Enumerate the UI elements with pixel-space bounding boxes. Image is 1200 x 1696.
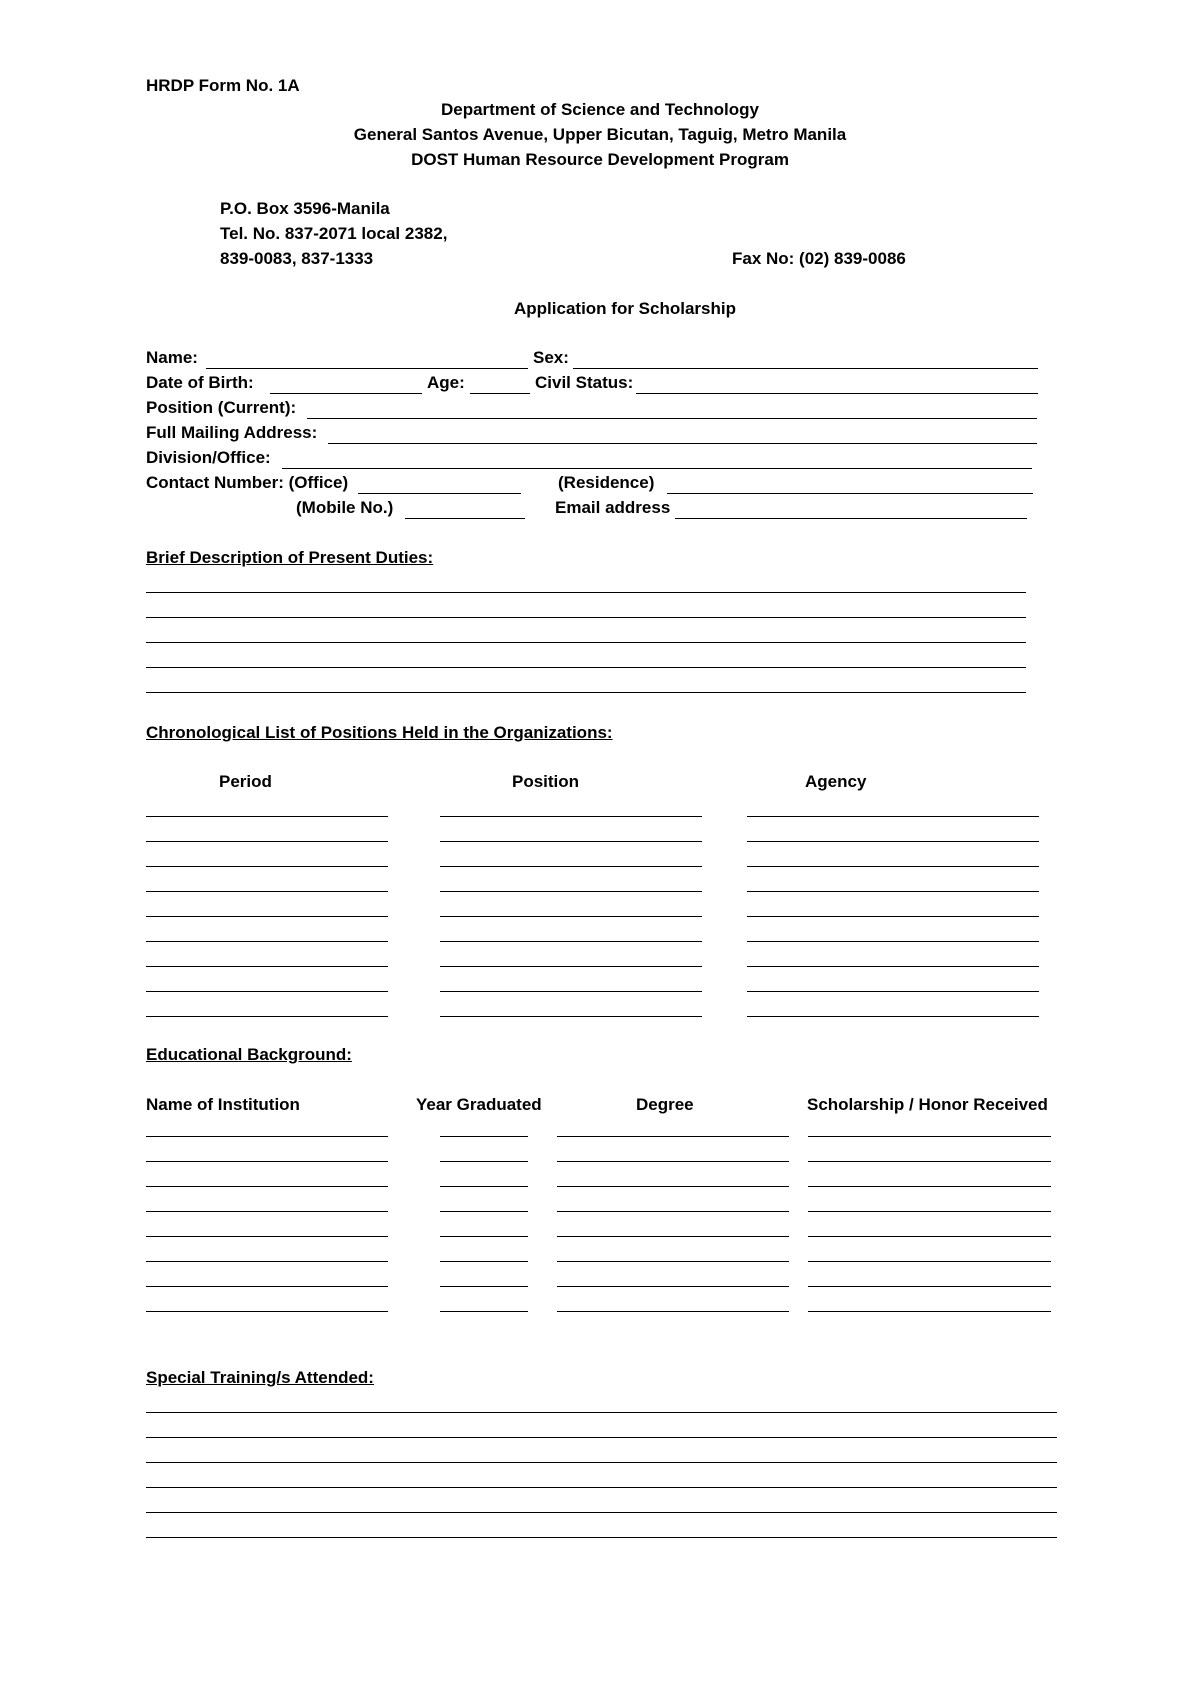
scholarship-field[interactable] xyxy=(808,1186,1051,1187)
degree-field[interactable] xyxy=(557,1261,789,1262)
mailing-address-label: Full Mailing Address: xyxy=(146,423,318,442)
degree-field[interactable] xyxy=(557,1311,789,1312)
name-field[interactable] xyxy=(206,368,528,369)
agency-field[interactable] xyxy=(747,991,1039,992)
scholarship-field[interactable] xyxy=(808,1311,1051,1312)
office-number-label: Contact Number: (Office) xyxy=(146,473,349,492)
period-field[interactable] xyxy=(146,816,388,817)
year-graduated-field[interactable] xyxy=(440,1136,528,1137)
program-name: DOST Human Resource Development Program xyxy=(411,150,789,169)
institution-field[interactable] xyxy=(146,1311,388,1312)
position-held-field[interactable] xyxy=(440,1016,702,1017)
form-title: Application for Scholarship xyxy=(514,299,736,318)
position-held-field[interactable] xyxy=(440,941,702,942)
duties-line[interactable] xyxy=(146,667,1026,668)
duties-line[interactable] xyxy=(146,592,1026,593)
year-graduated-field[interactable] xyxy=(440,1311,528,1312)
position-column-header: Position xyxy=(512,772,580,791)
positions-heading: Chronological List of Positions Held in the Organizations: xyxy=(146,723,613,742)
duties-line[interactable] xyxy=(146,692,1026,693)
scholarship-column-header: Scholarship / Honor Received xyxy=(807,1095,1048,1114)
education-heading: Educational Background: xyxy=(146,1045,352,1064)
scholarship-field[interactable] xyxy=(808,1286,1051,1287)
position-held-field[interactable] xyxy=(440,966,702,967)
training-line[interactable] xyxy=(146,1512,1057,1513)
training-line[interactable] xyxy=(146,1437,1057,1438)
year-graduated-column-header: Year Graduated xyxy=(416,1095,542,1114)
institution-field[interactable] xyxy=(146,1186,388,1187)
position-label: Position (Current): xyxy=(146,398,297,417)
scholarship-field[interactable] xyxy=(808,1261,1051,1262)
residence-field[interactable] xyxy=(667,493,1033,494)
year-graduated-field[interactable] xyxy=(440,1236,528,1237)
agency-field[interactable] xyxy=(747,916,1039,917)
institution-field[interactable] xyxy=(146,1161,388,1162)
training-line[interactable] xyxy=(146,1462,1057,1463)
mailing-address-field[interactable] xyxy=(328,443,1037,444)
period-field[interactable] xyxy=(146,891,388,892)
email-field[interactable] xyxy=(675,518,1027,519)
agency-field[interactable] xyxy=(747,891,1039,892)
email-label: Email address xyxy=(555,498,671,517)
agency-name: Department of Science and Technology xyxy=(440,100,760,119)
agency-field[interactable] xyxy=(747,841,1039,842)
agency-field[interactable] xyxy=(747,816,1039,817)
mobile-label: (Mobile No.) xyxy=(296,498,394,517)
scholarship-field[interactable] xyxy=(808,1161,1051,1162)
year-graduated-field[interactable] xyxy=(440,1286,528,1287)
agency-field[interactable] xyxy=(747,941,1039,942)
year-graduated-field[interactable] xyxy=(440,1261,528,1262)
agency-column-header: Agency xyxy=(805,772,867,791)
institution-field[interactable] xyxy=(146,1261,388,1262)
residence-label: (Residence) xyxy=(558,473,655,492)
duties-heading: Brief Description of Present Duties: xyxy=(146,548,434,567)
degree-field[interactable] xyxy=(557,1236,789,1237)
agency-field[interactable] xyxy=(747,1016,1039,1017)
institution-field[interactable] xyxy=(146,1211,388,1212)
sex-label: Sex: xyxy=(533,348,569,367)
period-column-header: Period xyxy=(219,772,272,791)
period-field[interactable] xyxy=(146,966,388,967)
office-number-field[interactable] xyxy=(358,493,521,494)
po-box: P.O. Box 3596-Manila xyxy=(220,199,390,218)
mobile-field[interactable] xyxy=(405,518,525,519)
division-field[interactable] xyxy=(282,468,1032,469)
year-graduated-field[interactable] xyxy=(440,1186,528,1187)
institution-field[interactable] xyxy=(146,1286,388,1287)
sex-field[interactable] xyxy=(573,368,1038,369)
dob-label: Date of Birth: xyxy=(146,373,254,392)
tel-number: Tel. No. 837-2071 local 2382, xyxy=(220,224,448,243)
position-held-field[interactable] xyxy=(440,916,702,917)
agency-field[interactable] xyxy=(747,866,1039,867)
age-label: Age: xyxy=(427,373,465,392)
tel-number-2: 839-0083, 837-1333 xyxy=(220,249,374,268)
civil-status-label: Civil Status: xyxy=(535,373,634,392)
institution-field[interactable] xyxy=(146,1136,388,1137)
period-field[interactable] xyxy=(146,916,388,917)
degree-field[interactable] xyxy=(557,1286,789,1287)
scholarship-field[interactable] xyxy=(808,1136,1051,1137)
position-held-field[interactable] xyxy=(440,991,702,992)
duties-line[interactable] xyxy=(146,617,1026,618)
period-field[interactable] xyxy=(146,1016,388,1017)
fax-number: Fax No: (02) 839-0086 xyxy=(732,249,906,268)
duties-line[interactable] xyxy=(146,642,1026,643)
period-field[interactable] xyxy=(146,866,388,867)
degree-field[interactable] xyxy=(557,1161,789,1162)
position-field[interactable] xyxy=(307,418,1037,419)
agency-address: General Santos Avenue, Upper Bicutan, Taguig, Metro Manila xyxy=(353,125,847,144)
training-line[interactable] xyxy=(146,1487,1057,1488)
form-number: HRDP Form No. 1A xyxy=(146,76,300,95)
training-line[interactable] xyxy=(146,1412,1057,1413)
training-heading: Special Training/s Attended: xyxy=(146,1368,374,1387)
year-graduated-field[interactable] xyxy=(440,1211,528,1212)
institution-field[interactable] xyxy=(146,1236,388,1237)
scholarship-field[interactable] xyxy=(808,1236,1051,1237)
dob-field[interactable] xyxy=(270,393,422,394)
degree-field[interactable] xyxy=(557,1136,789,1137)
degree-column-header: Degree xyxy=(636,1095,694,1114)
agency-field[interactable] xyxy=(747,966,1039,967)
year-graduated-field[interactable] xyxy=(440,1161,528,1162)
degree-field[interactable] xyxy=(557,1186,789,1187)
training-line[interactable] xyxy=(146,1537,1057,1538)
degree-field[interactable] xyxy=(557,1211,789,1212)
scholarship-field[interactable] xyxy=(808,1211,1051,1212)
position-held-field[interactable] xyxy=(440,866,702,867)
period-field[interactable] xyxy=(146,991,388,992)
civil-status-field[interactable] xyxy=(636,393,1038,394)
period-field[interactable] xyxy=(146,941,388,942)
position-held-field[interactable] xyxy=(440,816,702,817)
position-held-field[interactable] xyxy=(440,841,702,842)
institution-column-header: Name of Institution xyxy=(146,1095,300,1114)
age-field[interactable] xyxy=(470,393,530,394)
name-label: Name: xyxy=(146,348,198,367)
division-label: Division/Office: xyxy=(146,448,271,467)
period-field[interactable] xyxy=(146,841,388,842)
position-held-field[interactable] xyxy=(440,891,702,892)
